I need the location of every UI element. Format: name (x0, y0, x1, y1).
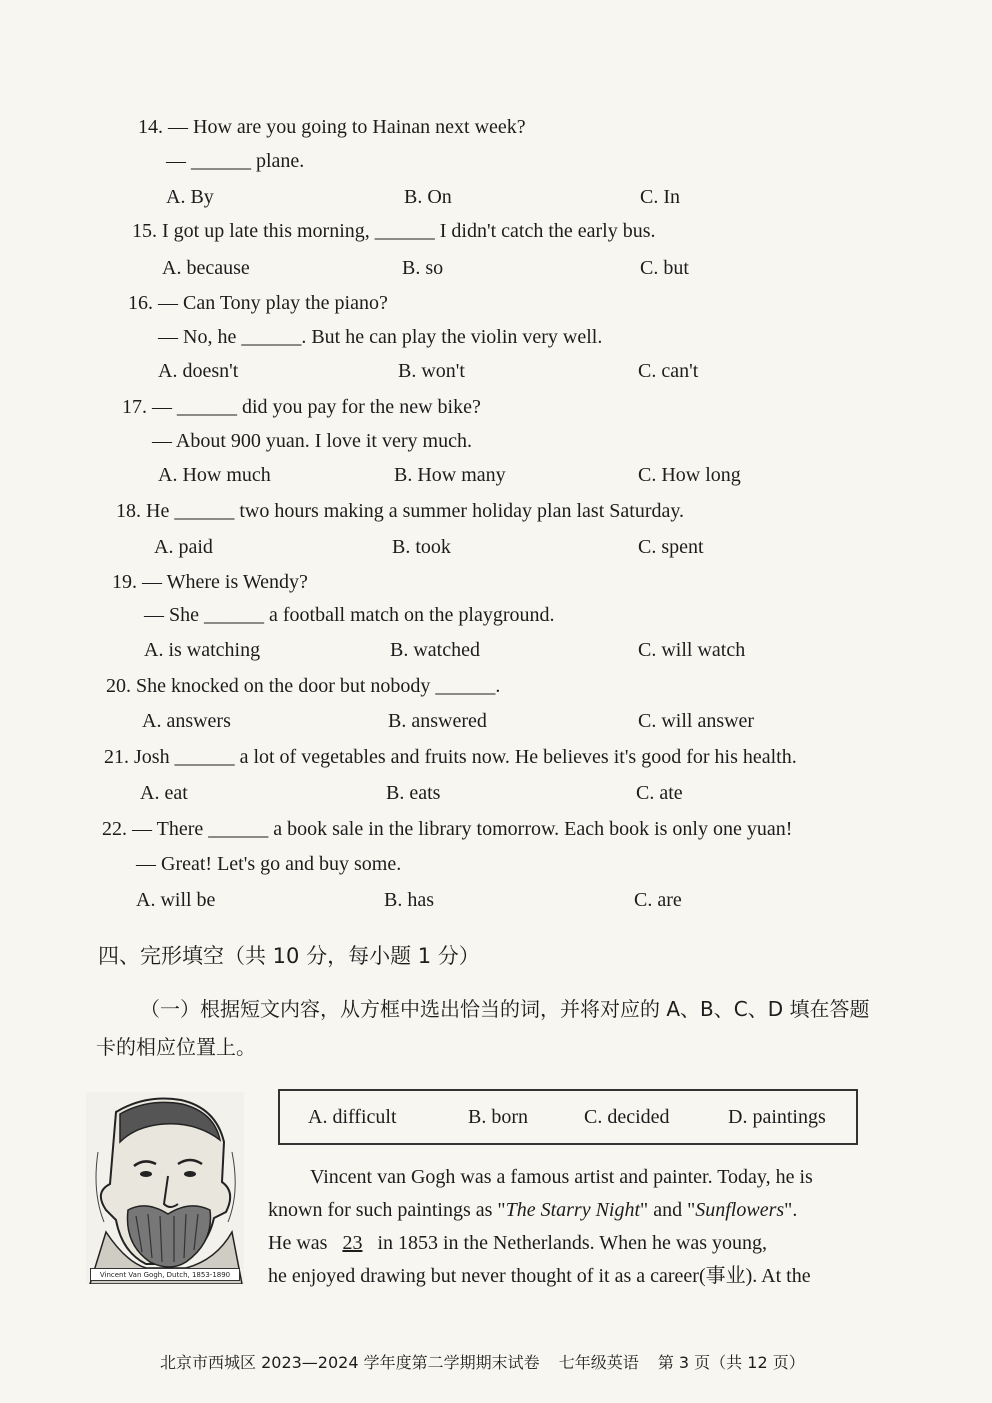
q22-line-1 (102, 816, 792, 842)
q18-text-1: He ______ two hours making a summer holiday plan last Saturday. (146, 500, 685, 522)
passage-line-1: Vincent van Gogh was a famous artist and painter. Today, he is (310, 1166, 813, 1188)
q15-option-b: B. so (402, 257, 444, 279)
q22-text-1: — There ______ a book sale in the library tomorrow. Each book is only one yuan! (132, 818, 793, 840)
passage-line-3-start: He was (268, 1232, 328, 1254)
q18-number: 18. (116, 500, 141, 522)
passage-line-2-start: known for such paintings as " (268, 1199, 506, 1221)
word-option-a: A. difficult (308, 1106, 397, 1128)
q16-option-b: B. won't (398, 360, 465, 382)
q20-number: 20. (106, 675, 131, 697)
footer-exam-name: 北京市西城区 2023—2024 学年度第二学期期末试卷 (160, 1353, 540, 1372)
q18-line-1 (116, 498, 684, 524)
q15-option-a: A. because (162, 257, 250, 279)
q22-option-a: A. will be (136, 889, 216, 911)
portrait-caption: Vincent Van Gogh, Dutch, 1853-1890 (90, 1268, 240, 1281)
q20-option-b: B. answered (388, 710, 487, 732)
q14-option-b: B. On (404, 186, 452, 208)
passage-line-3-end: in 1853 in the Netherlands. When he was young, (377, 1232, 767, 1254)
q17-text-1: — ______ did you pay for the new bike? (152, 396, 481, 418)
q15-options (0, 255, 992, 281)
q19-text-1: — Where is Wendy? (142, 571, 308, 593)
q15-line-1 (132, 218, 656, 244)
q18-options (0, 534, 992, 560)
q15-number: 15. (132, 220, 157, 242)
q21-line-1 (104, 744, 797, 770)
q19-option-a: A. is watching (144, 639, 261, 661)
q19-number: 19. (112, 571, 137, 593)
q16-line-2: — No, he ______. But he can play the violin very well. (158, 326, 603, 348)
q16-line-1 (128, 290, 388, 316)
q14-options (0, 184, 992, 210)
q19-line-1 (112, 569, 308, 595)
q21-option-b: B. eats (386, 782, 441, 804)
q21-number: 21. (104, 746, 129, 768)
q16-options (0, 358, 992, 384)
passage-line-2-middle: " and " (640, 1199, 696, 1221)
q16-number: 16. (128, 292, 153, 314)
passage-line-3 (268, 1230, 767, 1256)
passage-line-2 (268, 1197, 797, 1223)
q20-line-1 (106, 673, 500, 699)
painting-title-starry-night: The Starry Night (505, 1199, 641, 1221)
q17-option-c: C. How long (638, 464, 741, 486)
q18-option-b: B. took (392, 536, 451, 558)
q21-text-1: Josh ______ a lot of vegetables and fruits now. He believes it's good for his health. (134, 746, 797, 768)
q20-option-a: A. answers (142, 710, 231, 732)
word-option-d: D. paintings (728, 1106, 826, 1128)
q18-option-a: A. paid (154, 536, 213, 558)
q22-line-2: — Great! Let's go and buy some. (136, 853, 402, 875)
q20-text-1: She knocked on the door but nobody ______. (136, 675, 501, 697)
q19-option-b: B. watched (390, 639, 480, 661)
word-option-c: C. decided (584, 1106, 670, 1128)
q16-option-c: C. can't (638, 360, 699, 382)
q14-number: 14. (138, 116, 163, 138)
q15-text-1: I got up late this morning, ______ I didn't catch the early bus. (162, 220, 656, 242)
q22-number: 22. (102, 818, 127, 840)
q14-line-2: — ______ plane. (166, 150, 305, 172)
q19-options (0, 637, 992, 663)
q17-option-a: A. How much (158, 464, 271, 486)
q14-option-a: A. By (166, 186, 214, 208)
passage-line-2-end: ". (784, 1199, 798, 1221)
q17-options (0, 462, 992, 488)
q16-option-a: A. doesn't (158, 360, 239, 382)
q19-line-2: — She ______ a football match on the playground. (144, 604, 555, 626)
blank-23: 23 (342, 1232, 363, 1254)
q16-text-1: — Can Tony play the piano? (158, 292, 388, 314)
q20-option-c: C. will answer (638, 710, 755, 732)
q14-option-c: C. In (640, 186, 680, 208)
section-title: 四、完形填空（共 10 分，每小题 1 分） (98, 944, 480, 968)
word-box (278, 1089, 858, 1145)
q18-option-c: C. spent (638, 536, 704, 558)
van-gogh-portrait-image (86, 1092, 244, 1284)
q22-options (0, 887, 992, 913)
section-instruction: （一）根据短文内容，从方框中选出恰当的词，并将对应的 A、B、C、D 填在答题卡的相应位置上。 (96, 997, 870, 1059)
q17-option-b: B. How many (394, 464, 506, 486)
q14-text-1: — How are you going to Hainan next week? (168, 116, 526, 138)
q17-line-1 (122, 394, 481, 420)
passage-line-4: he enjoyed drawing but never thought of it as a career(事业). At the (268, 1265, 811, 1287)
q21-options (0, 780, 992, 806)
q22-option-b: B. has (384, 889, 434, 911)
q19-option-c: C. will watch (638, 639, 746, 661)
word-option-b: B. born (468, 1106, 528, 1128)
q15-option-c: C. but (640, 257, 689, 279)
q17-line-2: — About 900 yuan. I love it very much. (152, 430, 472, 452)
q20-options (0, 708, 992, 734)
q22-option-c: C. are (634, 889, 682, 911)
painting-title-sunflowers: Sunflowers (695, 1199, 785, 1221)
footer-page-number: 第 3 页（共 12 页） (657, 1353, 805, 1372)
page-footer (160, 1350, 819, 1373)
q14-line-1 (138, 114, 526, 140)
footer-subject: 七年级英语 (558, 1353, 639, 1372)
q17-number: 17. (122, 396, 147, 418)
q21-option-c: C. ate (636, 782, 683, 804)
q21-option-a: A. eat (140, 782, 188, 804)
